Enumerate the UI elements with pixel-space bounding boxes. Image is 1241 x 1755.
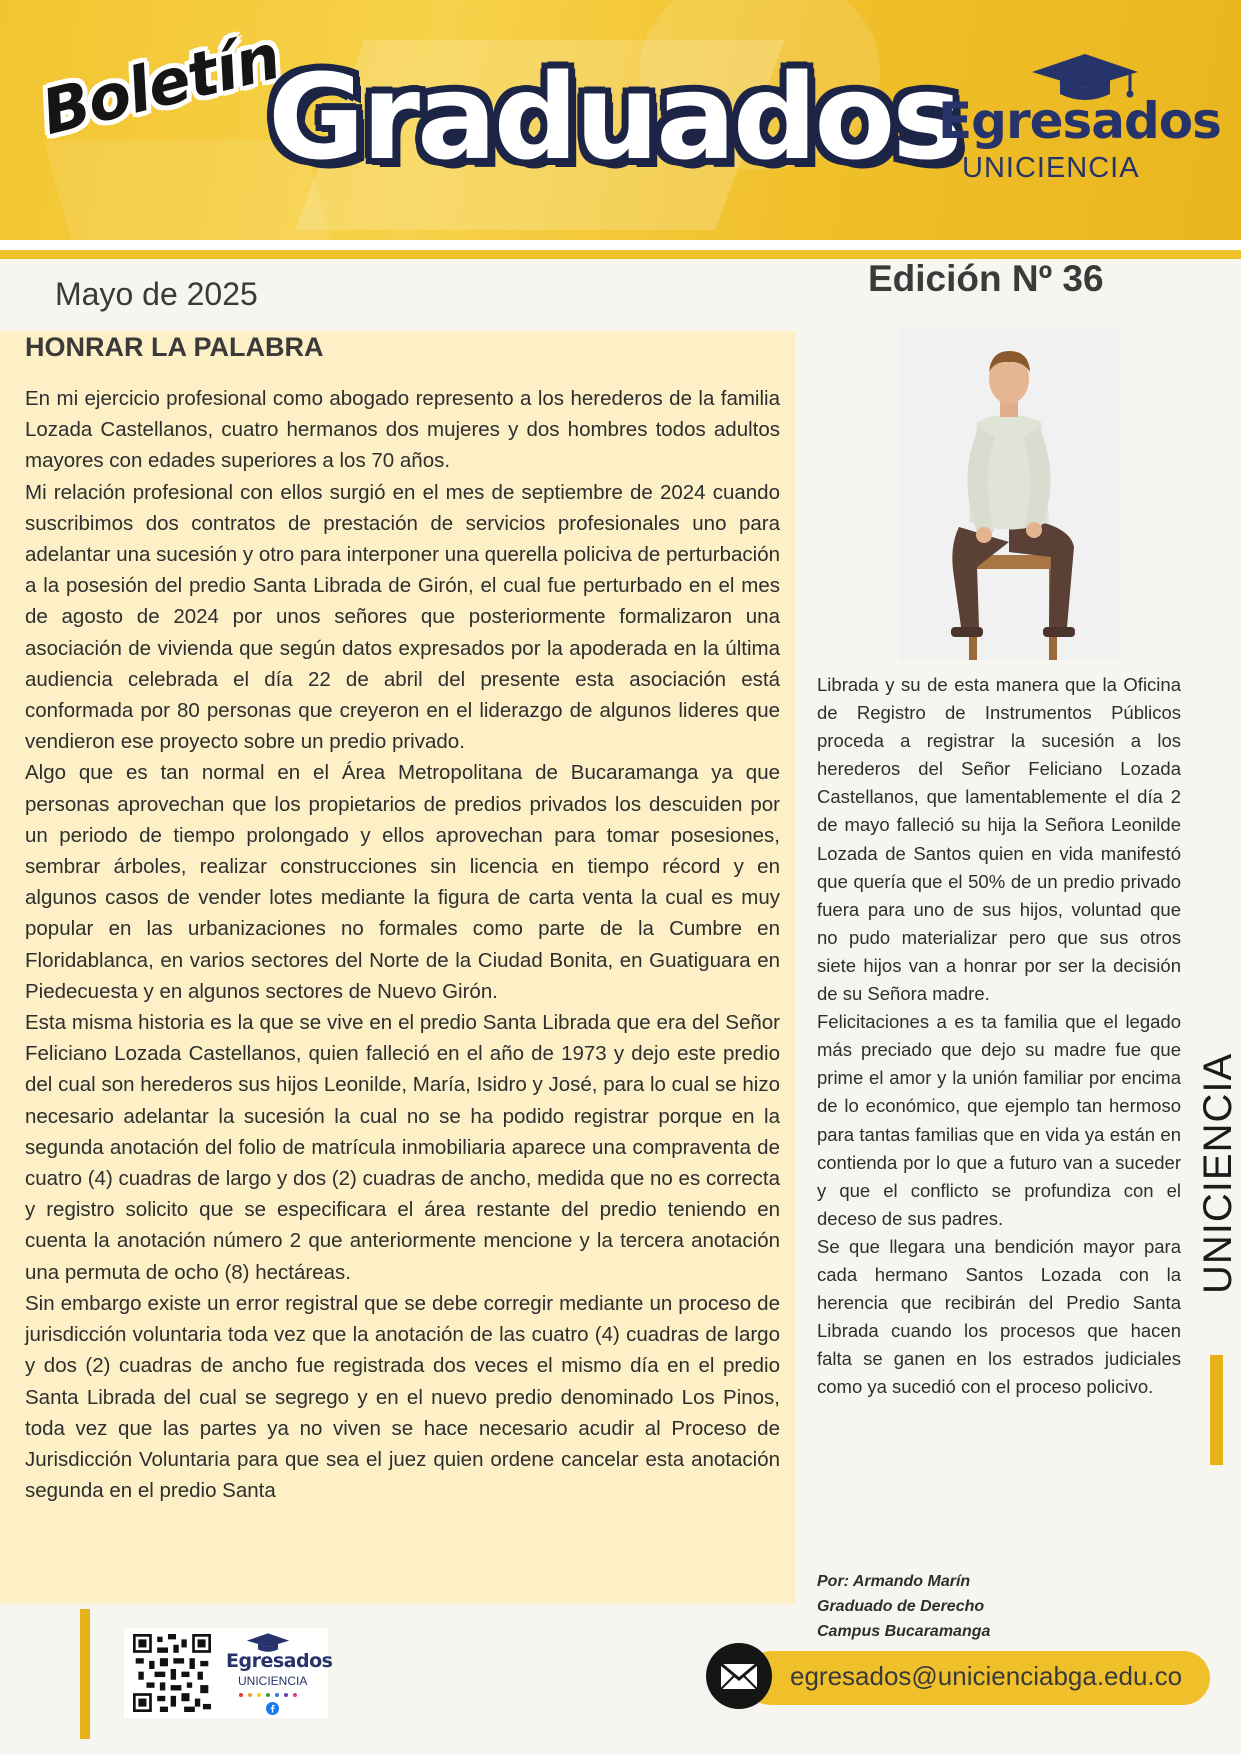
contact-email-link[interactable]: egresados@unicienciabga.edu.co <box>790 1661 1183 1691</box>
author-campus: Campus Bucaramanga <box>817 1623 991 1640</box>
qr-code-icon[interactable] <box>133 1634 211 1712</box>
paragraph: En mi ejercicio profesional como abogado represento a los herederos de la familia Lozada Castellanos, cuatro hermanos dos mujeres y dos hombres todos adultos mayores con edades superiores a los 70 años. <box>25 387 780 473</box>
paragraph: Sin embargo existe un error registral que se debe corregir mediante un proceso de jurisdicción voluntaria toda vez que la anotación de las cuatro (4) cuadras de largo y dos (2) cuadras de ancho fue registrada dos veces el mismo día en el predio Santa Librada del cual se segrego y en el nuevo predio denominado Los Pinos, toda vez que las partes ya no viven se hace necesario acudir al Proceso de Jurisdicción Voluntaria para que sea el juez quien ordene cancelar esta anotación segunda en el predio Santa <box>25 1291 780 1503</box>
logo-word-egresados: Egresados <box>226 1650 333 1672</box>
paragraph: Esta misma historia es la que se vive en el predio Santa Librada que era del Señor Feliciano Lozada Castellanos, quien falleció en el año de 1973 y dejo este predio del cual son herederos sus hijos Leonilde, María, Isidro y José, para lo cual se hizo necesario adelantar la sucesión la cual no se ha podido registrar porque en la segunda anotación del folio de matrícula inmobiliaria aparece una compraventa de cuatro (4) cuadras de largo y dos (2) cuadras de ancho, medida que no es correcta y registro solicito que se especificara el área restante del predio teniendo en cuenta la anotación número 2 que anteriormente mencione y la tercera anotación una permuta de ocho (8) hectáreas. <box>25 1011 780 1284</box>
author-name: Por: Armando Marín <box>817 1573 971 1590</box>
paragraph: Librada y su de esta manera que la Oficina de Registro de Instrumentos Públicos proceda a registrar la sucesión a los herederos del Señor Feliciano Lozada Castellanos, que lamentablemente el día 2 de mayo falleció su hija la Señora Leonilde Lozada de Santos quien en vida manifestó que quería que el 50% de un predio privado fuera para uno de sus hijos, voluntad que no pudo materializar pero que sus otros siete hijos van a honrar por ser la decisión de su Señora madre. <box>817 674 1181 1005</box>
article-title: HONRAR LA PALABRA <box>25 332 324 362</box>
logo-word-uniciencia: UNICIENCIA <box>238 1674 308 1688</box>
newsletter-title: Graduados <box>268 48 960 186</box>
side-label: UNICIENCIA <box>1196 1052 1240 1294</box>
article-column-right <box>817 671 1181 1401</box>
logo-word-egresados: Egresados <box>938 92 1221 150</box>
author-photo <box>899 327 1121 660</box>
edition-number: Edición Nº 36 <box>868 258 1104 299</box>
accent-bar <box>1210 1355 1223 1465</box>
author-photo-illustration <box>899 327 1121 660</box>
paragraph: Algo que es tan normal en el Área Metropolitana de Bucaramanga ya que personas aprovechan que los propietarios de predios privados los descuiden por un periodo de tiempo prolongado y ellos aprovechan para tomar posesiones, sembrar árboles, realizar construcciones sin licencia en tiempo récord y en algunos casos de vender lotes mediante la figura de carta venta la cual es muy popular en las urbanizaciones no formales como parte de la Cumbre en Floridablanca, en varios sectores del Norte de la Ciudad Bonita, en Guatiguara en Piedecuesta y en algunos sectores de Nuevo Girón. <box>25 761 780 1003</box>
logo-word-uniciencia: UNICIENCIA <box>962 152 1140 184</box>
paragraph: Felicitaciones a es ta familia que el legado más preciado que dejo su madre fue que prime el amor y la unión familiar por encima de lo económico, que ejemplo tan hermoso para tantas familias que en vida ya están en contienda por lo que a futuro van a suceder y que el conflicto se profundiza con el deceso de sus padres. <box>817 1011 1181 1229</box>
article-column-left <box>25 383 780 1506</box>
paragraph: Mi relación profesional con ellos surgió en el mes de septiembre de 2024 cuando suscribimos dos contratos de prestación de servicios profesionales uno para adelantar una sucesión y otro para interponer una querella policiva de perturbación a la posesión del predio Santa Librada de Girón, el cual fue perturbado en el mes de agosto de 2024 por unos señores que posteriormente formalizaron una asociación de vivienda que según datos expresados por la apoderada en la última audiencia celebrada el día 22 de abril del presente esta asociación está conformada por 80 personas que creyeron en el liderazgo de algunos lideres que vendieron ese proyecto sobre un predio privado. <box>25 480 780 754</box>
accent-bar <box>80 1609 90 1739</box>
author-degree: Graduado de Derecho <box>817 1598 985 1615</box>
envelope-icon <box>706 1643 772 1709</box>
issue-date: Mayo de 2025 <box>55 276 258 312</box>
boletin-label: Boletín <box>34 19 287 150</box>
divider <box>0 240 1241 250</box>
color-dots-decoration <box>238 1692 298 1698</box>
egresados-logo <box>930 52 1221 192</box>
envelope-icon-badge <box>706 1643 772 1709</box>
facebook-icon[interactable] <box>266 1702 279 1715</box>
author-credit <box>817 1569 990 1644</box>
paragraph: Se que llegara una bendición mayor para cada hermano Santos Lozada con la herencia que recibirán del Predio Santa Librada cuando los procesos que hacen falta se ganen en los estrados judiciales como ya sucedió con el proceso policivo. <box>817 1235 1181 1398</box>
egresados-logo-small <box>210 1632 333 1716</box>
